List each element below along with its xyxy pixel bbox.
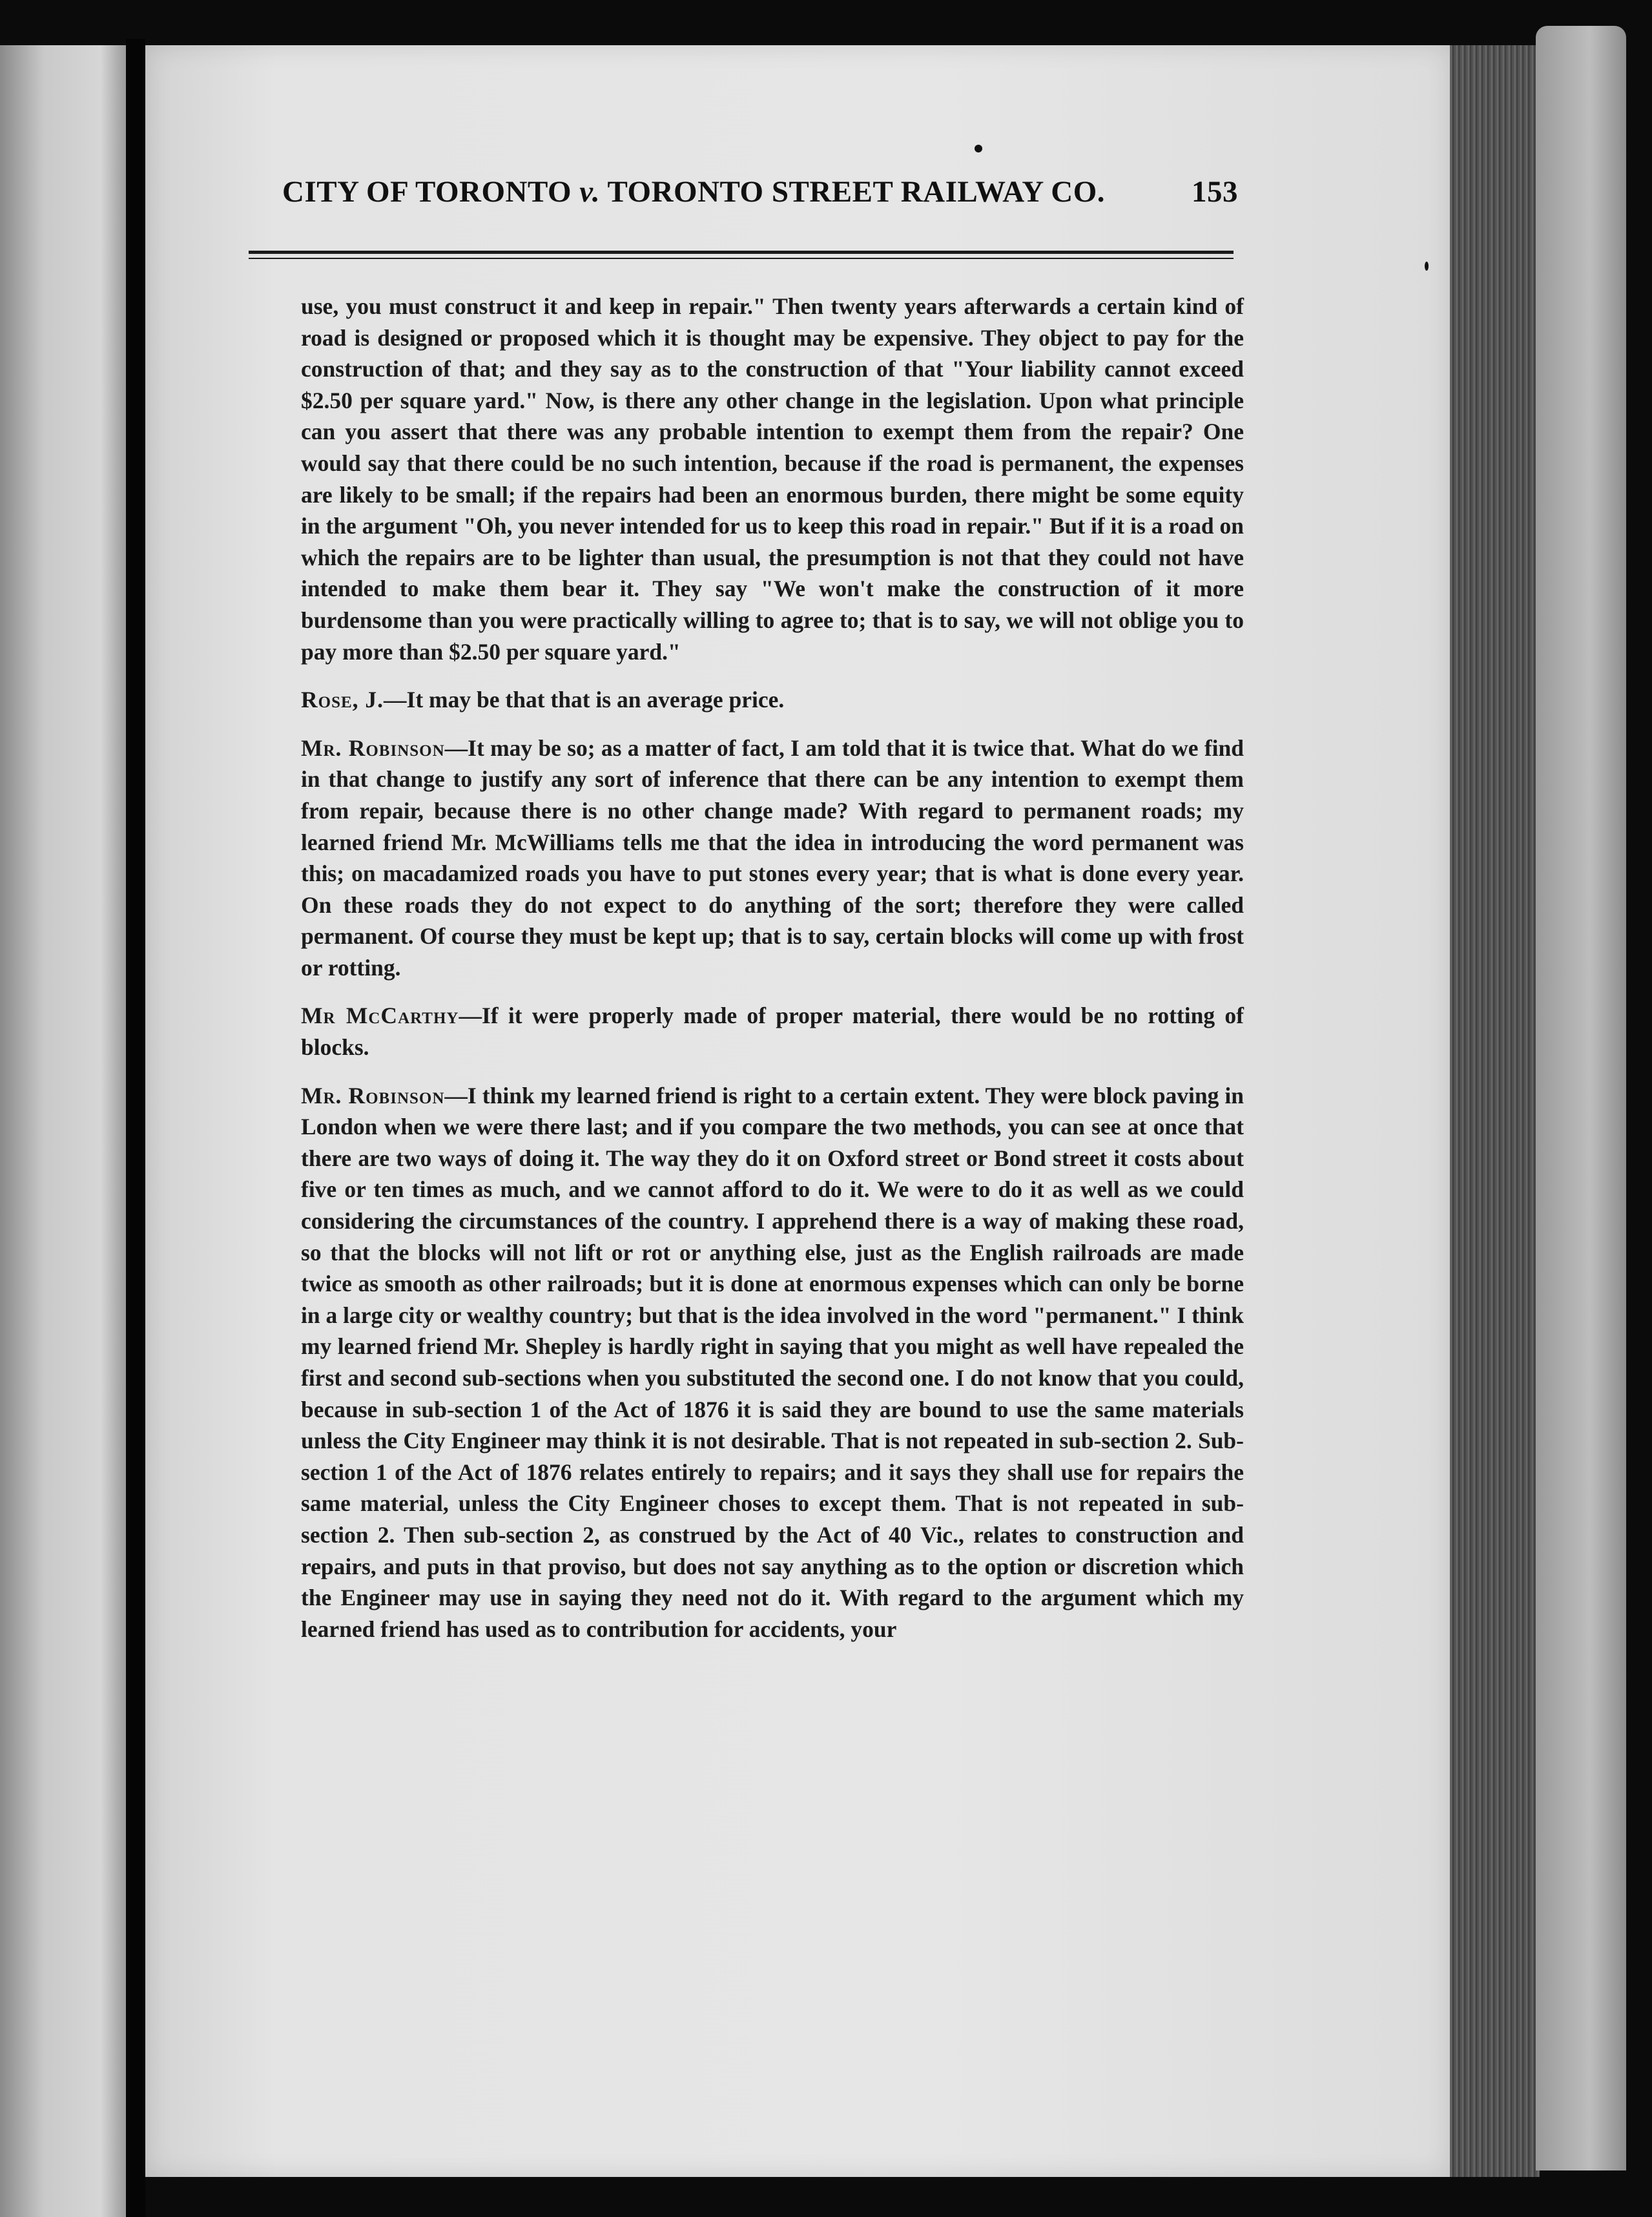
previous-page-edge <box>0 45 126 2217</box>
body-text <box>301 291 1244 1661</box>
paragraph-text: use, you must construct it and keep in repair." Then twenty years afterwards a certain kind of road is designed or proposed which it is thought may be expensive. They object to pay for the construction of that; and they say as to the construction of that "Your liability cannot exceed $2.50 per square yard." Now, is there any other change in the legislation. Upon what principle can you assert that there was any probable intention to exempt them from the repair? One would say that there could be no such intention, because if the road is permanent, the expenses are likely to be small; if the repairs had been an enormous burden, there might be some equity in the argument "Oh, you never intended for us to keep this road in repair." But if it is a road on which the repairs are to be lighter than usual, the presumption is not that they could not have intended to make them bear it. They say "We won't make the construction of it more burdensome than you were practically willing to agree to; that is to say, we will not oblige you to pay more than $2.50 per square yard." <box>301 293 1244 665</box>
speaker-name: Mr. Robinson <box>301 734 445 761</box>
book-gutter <box>126 39 145 2217</box>
page-number: 153 <box>1192 175 1238 209</box>
paragraph-text: —It may be so; as a matter of fact, I am told that it is twice that. What do we find in that change to justify any sort of inference that there can be any intention to exempt them from repair, because there is no other change made? With regard to permanent roads; my learned friend Mr. McWilliams tells me that the idea in introducing the word permanent was this; on macadamized roads you have to put stones every year; that is what is done every year. On these roads they do not expect to do anything of the sort; therefore they were called permanent. Of course they must be kept up; that is to say, certain blocks will come up with frost or rotting. <box>301 734 1244 981</box>
header-versus: v. <box>579 175 601 209</box>
page-edges-stack <box>1445 45 1540 2177</box>
ink-speck <box>975 145 982 152</box>
paragraph <box>301 684 1244 716</box>
paragraph-text: —I think my learned friend is right to a certain extent. They were block paving in London when we were there last; and if you compare the two methods, you can see at once that there are two ways of doing it. The way they do it on Oxford street or Bond street it costs about five or ten times as much, and we cannot afford to do it. We were to do it as well as we could considering the circumstances of the country. I apprehend there is a way of making these road, so that the blocks will not lift or rot or anything else, just as the English railroads are made twice as smooth as other railroads; but it is done at enormous expenses which can only be borne in a large city or wealthy country; but that is the idea involved in the word "permanent." I think my learned friend Mr. Shepley is hardly right in saying that you might as well have repealed the first and second sub-sections when you substituted the second one. I do not know that you could, because in sub-section 1 of the Act of 1876 it is said they are bound to use the same materials unless the City Engineer may think it is not desirable. That is not repeated in sub-section 2. Sub-section 1 of the Act of 1876 relates entirely to repairs; and it says they shall use for repairs the same material, unless the City Engineer choses to except them. That is not repeated in sub-section 2. Then sub-section 2, as construed by the Act of 40 Vic., relates to construction and repairs, and puts in that proviso, but does not say anything as to the option or discretion which the Engineer may use in saying they need not do it. With regard to the argument which my learned friend has used as to contribution for accidents, your <box>301 1082 1244 1642</box>
header-rule <box>249 251 1234 254</box>
ink-speck <box>1425 262 1429 271</box>
speaker-name: Rose, J. <box>301 687 384 713</box>
paragraph <box>301 1080 1244 1645</box>
header-title-left: CITY OF TORONTO <box>282 175 572 209</box>
header-rule-thin <box>249 258 1234 259</box>
running-header <box>282 174 1238 220</box>
paragraph <box>301 291 1244 667</box>
speaker-name: Mr McCarthy <box>301 1003 459 1029</box>
paragraph <box>301 733 1244 984</box>
book-cover-edge <box>1536 26 1626 2170</box>
paragraph-text: —It may be that that is an average price. <box>384 687 785 713</box>
header-title-right: TORONTO STREET RAILWAY CO. <box>607 175 1106 209</box>
paragraph-text: —If it were properly made of proper material, there would be no rotting of blocks. <box>301 1003 1244 1061</box>
speaker-name: Mr. Robinson <box>301 1082 445 1108</box>
paragraph <box>301 1000 1244 1063</box>
